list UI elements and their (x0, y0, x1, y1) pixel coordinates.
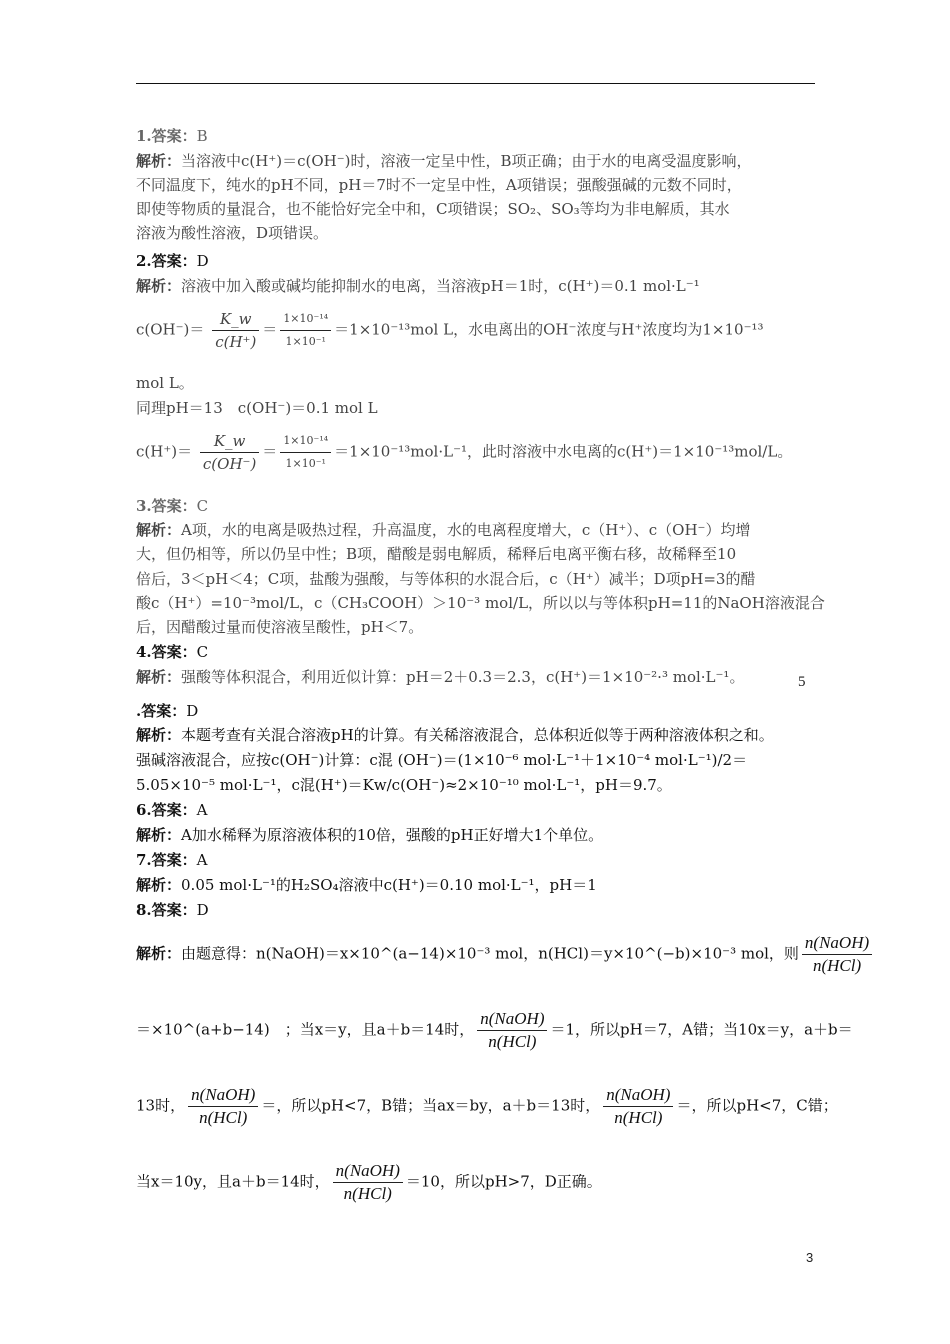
explanation-text: 当溶液中c(H⁺)＝c(OH⁻)时，溶液一定呈中性，B项正确；由于水的电离受温度影响， (181, 152, 752, 170)
ratio-fraction (333, 1162, 403, 1203)
fraction-numerator: n(NaOH) (802, 934, 872, 955)
explanation-text: 0.05 mol·L⁻¹的H₂SO₄溶液中c(H⁺)＝0.10 mol·L⁻¹，pH＝1 (181, 876, 597, 894)
explanation-text: 13时， (136, 1096, 186, 1115)
fraction-numerator: K_w (212, 310, 259, 331)
answer-3-explanation-line-3: 倍后，3＜pH＜4；C项，盐酸为强酸，与等体积的水混合后，c（H⁺）减半；D项pH=3的醋 (136, 570, 756, 588)
explanation-label: 解析： (136, 668, 182, 686)
stray-number: 5 (798, 674, 806, 690)
answer-value: C (196, 497, 209, 515)
fraction-numerator: n(NaOH) (188, 1086, 258, 1107)
explanation-text: ＝1，所以pH＝7，A错；当10x＝y，a＋b＝ (550, 1020, 853, 1039)
answer-value: A (196, 801, 208, 819)
kw-fraction (200, 432, 259, 473)
answer-label: 2.答案： (136, 252, 197, 270)
ratio-fraction (802, 934, 872, 975)
formula-lhs: c(H⁺)＝ (136, 442, 193, 461)
answer-value: B (196, 127, 208, 145)
answer-value: D (196, 901, 209, 919)
answer-label: 3.答案： (136, 497, 197, 515)
answer-value: C (196, 643, 209, 661)
answer-5-explanation-line-1 (136, 726, 774, 744)
explanation-text: 溶液中加入酸或碱均能抑制水的电离，当溶液pH＝1时，c(H⁺)＝0.1 mol·L⁻¹ (181, 277, 700, 295)
fraction-denominator: n(HCl) (199, 1108, 248, 1127)
answer-2-explanation-line-3: mol L。 (136, 374, 194, 392)
answer-8-heading (136, 901, 209, 919)
explanation-text: 本题考查有关混合溶液pH的计算。有关稀溶液混合，总体积近似等于两种溶液体积之和。 (181, 726, 774, 744)
answer-label: .答案： (136, 702, 187, 720)
fraction-denominator: n(HCl) (343, 1184, 392, 1203)
answer-2-explanation-line-4: 同理pH＝13 c(OH⁻)＝0.1 mol L (136, 399, 378, 417)
answer-8-explanation-line-4 (136, 1162, 602, 1203)
answer-2-formula-1: c(OH⁻)＝ $\frac{K\_w}{c(H^+)}$ ＝ $\frac{\text{1×10⁻¹⁴}}{\text{1×10⁻¹}}$ ＝1×10⁻¹³mol L，水电离出的OH⁻浓度与H⁺浓度均为1×10⁻¹³ (136, 310, 764, 351)
answer-8-explanation-line-3 (136, 1086, 838, 1127)
answer-3-explanation-line-2: 大，但仍相等，所以仍呈中性；B项，醋酸是弱电解质，稀释后电离平衡右移，故稀释至10 (136, 545, 737, 563)
fraction-denominator: n(HCl) (614, 1108, 663, 1127)
answer-3-heading (136, 497, 208, 515)
fraction-numerator: n(NaOH) (603, 1086, 673, 1107)
kw-fraction (212, 310, 259, 351)
answer-label: 4.答案： (136, 643, 197, 661)
answer-4-heading (136, 643, 208, 661)
answer-2-formula-2: c(H⁺)＝ $\frac{K\_w}{c(OH^-)}$ ＝ $\frac{\text{1×10⁻¹⁴}}{\text{1×10⁻¹}}$ ＝1×10⁻¹³mol·L⁻¹，此时溶液中水电离的c(H⁺)＝1×10⁻¹³mol/L。 (136, 432, 793, 473)
answer-label: 8.答案： (136, 901, 197, 919)
answer-2-explanation-line-1 (136, 277, 700, 295)
answer-8-explanation-line-1 (136, 934, 875, 975)
answer-5-heading (136, 702, 198, 720)
fraction-denominator: 1×10⁻¹ (285, 335, 326, 348)
explanation-text: ＝×10^(a+b−14) ；当x＝y，且a＋b＝14时， (136, 1020, 475, 1039)
explanation-text: A加水稀释为原溶液体积的10倍，强酸的pH正好增大1个单位。 (181, 826, 604, 844)
fraction-denominator: c(OH⁻) (202, 455, 257, 473)
explanation-text: 由题意得：n(NaOH)＝x×10^(a−14)×10⁻³ mol，n(HCl)＝y×10^(−b)×10⁻³ mol，则 (181, 944, 799, 963)
ratio-fraction (603, 1086, 673, 1127)
formula-rest: ＝1×10⁻¹³mol L，水电离出的OH⁻浓度与H⁺浓度均为1×10⁻¹³ (334, 320, 764, 339)
answer-3-explanation-line-4: 酸c（H⁺）=10⁻³mol/L，c（CH₃COOH）＞10⁻³ mol/L，所以以与等体积pH=11的NaOH溶液混合 (136, 594, 825, 612)
answer-6-heading (136, 801, 208, 819)
explanation-text: A项，水的电离是吸热过程，升高温度，水的电离程度增大，c（H⁺）、c（OH⁻）均增 (181, 521, 751, 539)
explanation-text: 强酸等体积混合，利用近似计算：pH＝2＋0.3＝2.3，c(H⁺)＝1×10⁻²·³ mol·L⁻¹。 (181, 668, 745, 686)
answer-1-explanation-line-4: 溶液为酸性溶液，D项错误。 (136, 224, 329, 242)
explanation-text: ＝，所以pH<7，B错；当ax＝by，a＋b＝13时， (261, 1096, 601, 1115)
explanation-label: 解析： (136, 152, 182, 170)
ratio-fraction (477, 1010, 547, 1051)
answer-label: 1.答案： (136, 127, 197, 145)
answer-5-explanation-line-2: 强碱溶液混合，应按c(OH⁻)计算：c混 (OH⁻)＝(1×10⁻⁶ mol·L⁻¹＋1×10⁻⁴ mol·L⁻¹)/2＝ (136, 751, 748, 769)
fraction-numerator: K_w (200, 432, 259, 453)
explanation-text: ＝，所以pH<7，C错； (676, 1096, 838, 1115)
answer-1-explanation-line-2: 不同温度下，纯水的pH不同，pH＝7时不一定呈中性，A项错误；强酸强碱的元数不同时， (136, 176, 742, 194)
answer-6-explanation-line-1 (136, 826, 603, 844)
explanation-text: ＝10，所以pH>7，D正确。 (405, 1172, 602, 1191)
answer-5-explanation-line-3: 5.05×10⁻⁵ mol·L⁻¹，c混(H⁺)＝Kw/c(OH⁻)≈2×10⁻¹⁰ mol·L⁻¹，pH＝9.7。 (136, 776, 672, 794)
fraction-denominator: c(H⁺) (215, 333, 257, 351)
formula-rest: ＝1×10⁻¹³mol·L⁻¹，此时溶液中水电离的c(H⁺)＝1×10⁻¹³mol/L。 (334, 442, 793, 461)
formula-lhs: c(OH⁻)＝ (136, 320, 205, 339)
explanation-label: 解析： (136, 521, 182, 539)
answer-7-heading (136, 851, 208, 869)
explanation-label: 解析： (136, 277, 182, 295)
header-rule (136, 83, 815, 84)
explanation-label: 解析： (136, 826, 182, 844)
answer-label: 6.答案： (136, 801, 197, 819)
explanation-label: 解析： (136, 876, 182, 894)
answer-1-explanation-line-1 (136, 152, 752, 170)
fraction-numerator: n(NaOH) (477, 1010, 547, 1031)
answer-1-explanation-line-3: 即使等物质的量混合，也不能恰好完全中和，C项错误；SO₂、SO₃等均为非电解质，其水 (136, 200, 730, 218)
fraction-numerator: 1×10⁻¹⁴ (280, 310, 331, 331)
page-number: 3 (806, 1250, 814, 1265)
explanation-text: 当x＝10y，且a＋b＝14时， (136, 1172, 330, 1191)
answer-value: A (196, 851, 208, 869)
fraction-denominator: 1×10⁻¹ (285, 457, 326, 470)
answer-3-explanation-line-5: 后，因醋酸过量而使溶液呈酸性，pH＜7。 (136, 618, 424, 636)
answer-7-explanation-line-1 (136, 876, 597, 894)
fraction-denominator: n(HCl) (812, 956, 862, 975)
explanation-label: 解析： (136, 944, 182, 963)
value-fraction (280, 310, 331, 351)
explanation-label: 解析： (136, 726, 182, 744)
answer-value: D (196, 252, 209, 270)
fraction-numerator: 1×10⁻¹⁴ (280, 432, 331, 453)
answer-1-heading (136, 127, 208, 145)
fraction-numerator: n(NaOH) (333, 1162, 403, 1183)
answer-4-explanation-line-1 (136, 668, 744, 686)
value-fraction (280, 432, 331, 473)
ratio-fraction (188, 1086, 258, 1127)
answer-value: D (186, 702, 199, 720)
answer-3-explanation-line-1 (136, 521, 750, 539)
answer-8-explanation-line-2 (136, 1010, 853, 1051)
answer-2-heading (136, 252, 209, 270)
fraction-denominator: n(HCl) (488, 1032, 537, 1051)
answer-label: 7.答案： (136, 851, 197, 869)
